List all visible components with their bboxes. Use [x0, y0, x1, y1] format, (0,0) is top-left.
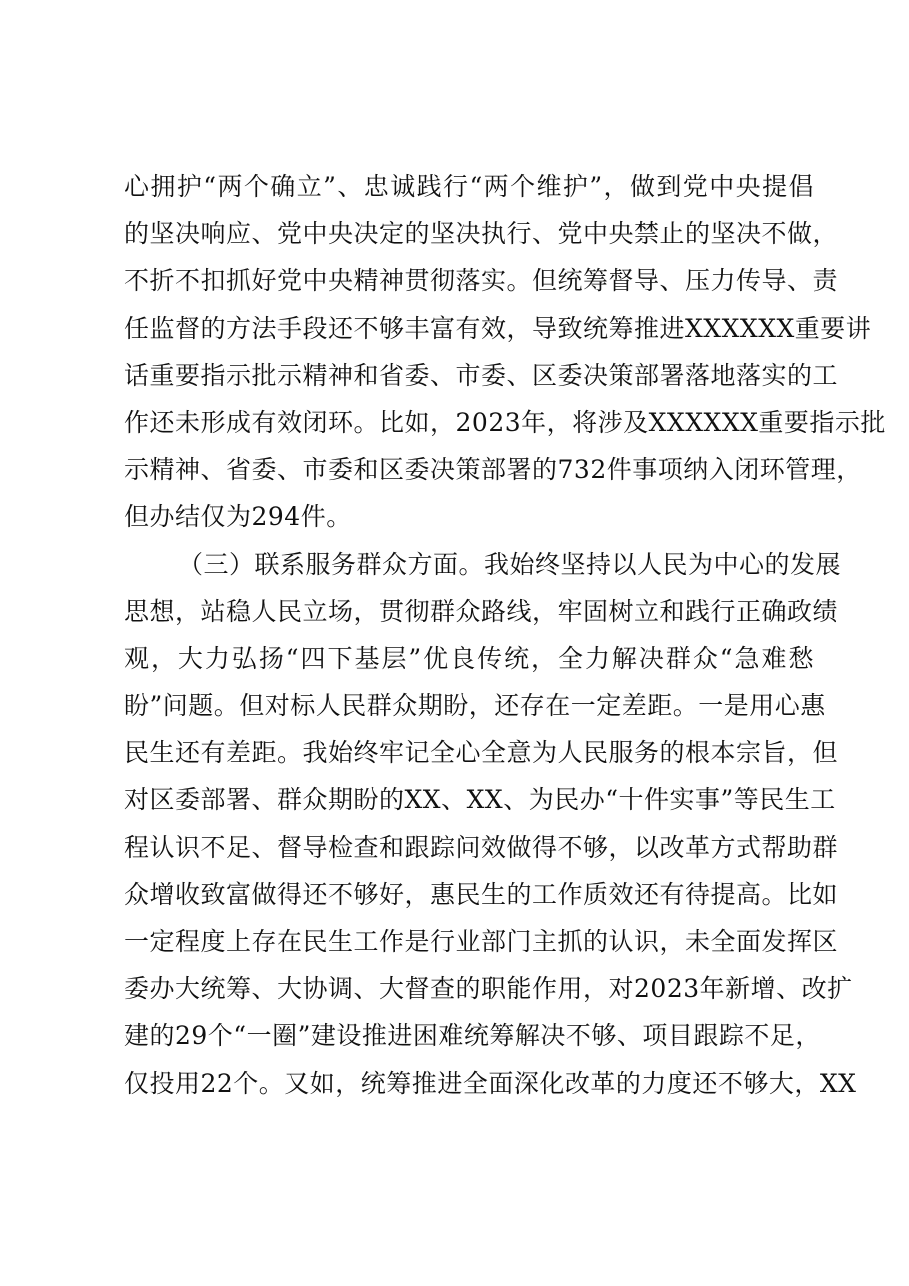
text-line: 委办大统筹、大协调、大督查的职能作用，对2023年新增、改扩: [124, 974, 853, 1004]
text-line: 民生还有差距。我始终牢记全心全意为人民服务的根本宗旨，但: [124, 738, 839, 768]
text-line: 思想，站稳人民立场，贯彻群众路线，牢固树立和践行正确政绩: [124, 596, 839, 626]
text-line: 作还未形成有效闭环。比如，2023年，将涉及XXXXXX重要指示批: [124, 407, 886, 437]
text-line: 心拥护“两个确立”、忠诚践行“两个维护”，做到党中央提倡: [124, 172, 814, 201]
text-line: 盼”问题。但对标人民群众期盼，还存在一定差距。一是用心惠: [124, 691, 826, 721]
text-line: 建的29个“一圈”建设推进困难统筹解决不够、项目跟踪不足，: [124, 1021, 821, 1051]
text-line: 不折不扣抓好党中央精神贯彻落实。但统筹督导、压力传导、责: [124, 266, 839, 296]
text-line: 的坚决响应、党中央决定的坚决执行、党中央禁止的坚决不做，: [124, 219, 839, 249]
text-line: 程认识不足、督导检查和跟踪问效做得不够，以改革方式帮助群: [124, 832, 839, 862]
section-heading-line: （三）联系服务群众方面。我始终坚持以人民为中心的发展: [178, 549, 842, 579]
text-line: 任监督的方法手段还不够丰富有效，导致统筹推进XXXXXX重要讲: [124, 313, 872, 343]
text-line: 众增收致富做得还不够好，惠民生的工作质效还有待提高。比如: [124, 879, 839, 909]
text-line: 但办结仅为294件。: [124, 502, 352, 532]
text-line: 话重要指示批示精神和省委、市委、区委决策部署落地落实的工: [124, 360, 839, 390]
text-line: 示精神、省委、市委和区委决策部署的732件事项纳入闭环管理，: [124, 455, 862, 485]
text-line: 仅投用22个。又如，统筹推进全面深化改革的力度还不够大，XX: [124, 1068, 857, 1098]
text-line: 观，大力弘扬“四下基层”优良传统，全力解决群众“急难愁: [124, 643, 814, 673]
text-line: 对区委部署、群众期盼的XX、XX、为民办“十件实事”等民生工: [124, 785, 836, 815]
text-line: 一定程度上存在民生工作是行业部门主抓的认识，未全面发挥区: [124, 927, 839, 956]
body-text: [124, 163, 886, 1107]
